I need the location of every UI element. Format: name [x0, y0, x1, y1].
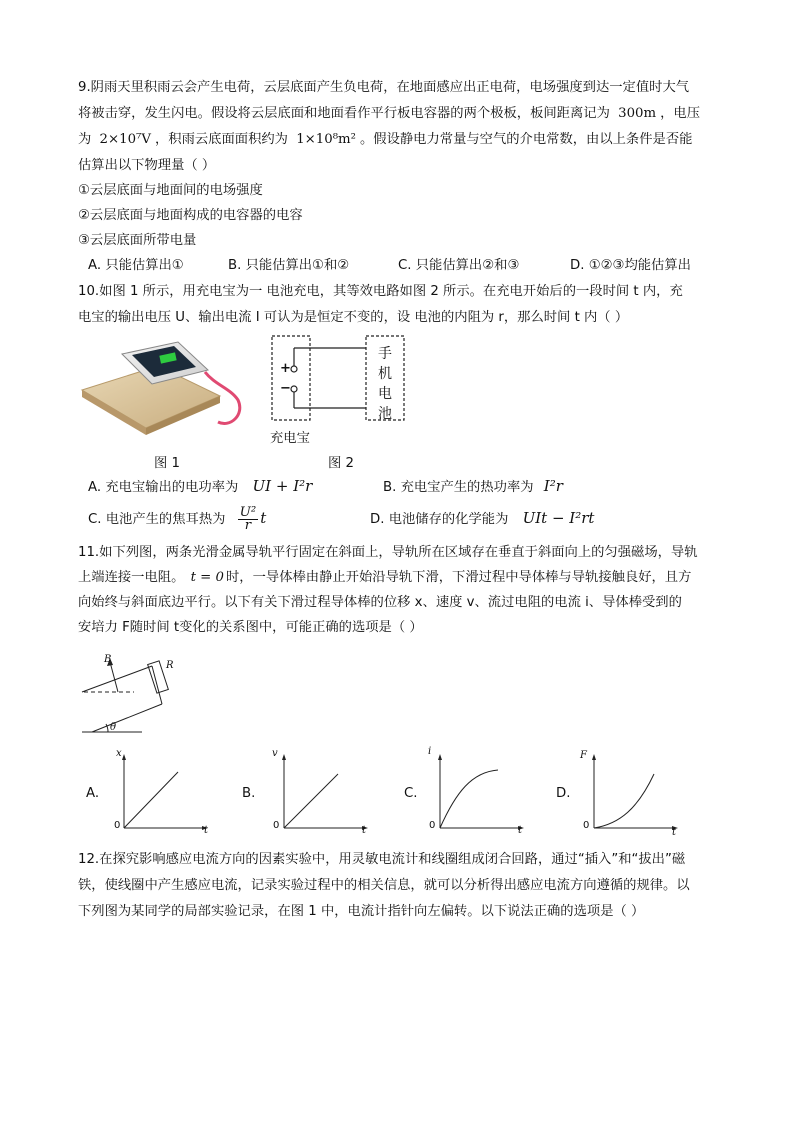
graph-b-y-label: v: [272, 748, 278, 759]
q9-distance: 300m: [618, 106, 657, 121]
q10-option-d[interactable]: [370, 508, 594, 530]
q9-voltage: 2×10⁷V: [99, 132, 151, 147]
plus-terminal: +: [280, 361, 291, 376]
graph-b-t-label: t: [362, 825, 367, 836]
graph-b-origin: 0: [273, 820, 280, 831]
q11-line-3: 向始终与斜面底边平行。以下有关下滑过程导体棒的位移 x、速度 v、流过电阻的电流 i、导体棒受到的: [78, 595, 682, 610]
q11-line-4: 安培力 F随时间 t变化的关系图中，可能正确的选项是（ ）: [78, 620, 423, 635]
graph-a-t-label: t: [204, 825, 209, 836]
q9-line-3a: 为: [78, 132, 92, 147]
q12-line-2: 铁，使线圈中产生感应电流，记录实验过程中的相关信息，就可以分析得出感应电流方向遵循的规律。以: [78, 878, 690, 893]
q9-line-3b: ，积雨云底面面积约为: [155, 132, 288, 147]
q12-line-1: 12.在探究影响感应电流方向的因素实验中，用灵敏电流计和线圈组成闭合回路，通过“插入”和“拔出”磁: [78, 852, 686, 867]
q10-option-a[interactable]: [88, 476, 312, 498]
q10-option-c-denominator: r: [244, 517, 252, 533]
graph-a-label[interactable]: A.: [86, 786, 100, 801]
q9-item-3: ③云层底面所带电量: [78, 233, 197, 248]
graph-c-t-label: t: [518, 825, 523, 836]
graph-c-y-label: i: [428, 746, 432, 757]
q9-area: 1×10⁸m²: [296, 132, 356, 147]
graph-c-label[interactable]: C.: [404, 786, 418, 801]
q10-option-c-numerator: U²: [239, 504, 257, 520]
q9-line-4: 估算出以下物理量（ ）: [78, 158, 216, 173]
q11-t-zero: t = 0: [190, 570, 225, 585]
graph-d-t-label: t: [672, 827, 677, 838]
q10-option-b-formula: I²r: [543, 477, 563, 495]
graph-c-i-vs-t: [426, 752, 526, 832]
q11-line-1: 11.如下列图，两条光滑金属导轨平行固定在斜面上，导轨所在区域存在垂直于斜面向上的匀强磁场，导轨: [78, 545, 698, 560]
angle-theta-label: θ: [110, 722, 117, 733]
fig2-caption: 图 2: [328, 456, 354, 471]
q9-option-a[interactable]: A. 只能估算出①: [88, 258, 184, 273]
graph-b-label[interactable]: B.: [242, 786, 256, 801]
q10-option-a-formula: UI + I²r: [252, 477, 313, 495]
powerbank-phone-photo: [80, 340, 250, 440]
phone-battery-label: 手机电池: [378, 346, 392, 422]
minus-terminal: −: [280, 381, 291, 396]
graph-c-origin: 0: [429, 820, 436, 831]
q9-line-1: 9.阴雨天里积雨云会产生电荷，云层底面产生负电荷，在地面感应出正电荷，电场强度到达一定值时大气: [78, 80, 690, 95]
q10-option-c-t: t: [260, 509, 267, 527]
q9-line-2a: 将被击穿，发生闪电。假设将云层底面和地面看作平行板电容器的两个极板，板间距离记为: [78, 106, 610, 121]
q10-option-d-formula: UIt − I²rt: [522, 509, 595, 527]
q11-line-2: [78, 568, 691, 588]
magnetic-field-label: B: [104, 654, 112, 665]
q11-line-2a: 上端连接一电阻。: [78, 570, 185, 585]
q10-option-b-text: B. 充电宝产生的热功率为: [383, 480, 534, 495]
resistor-label: R: [166, 660, 174, 671]
q9-line-3c: 。假设静电力常量与空气的介电常数，由以上条件是否能: [360, 132, 693, 147]
powerbank-label: 充电宝: [270, 431, 310, 446]
q9-option-c[interactable]: C. 只能估算出②和③: [398, 258, 520, 273]
q10-option-c[interactable]: [88, 506, 266, 532]
q10-option-a-text: A. 充电宝输出的电功率为: [88, 480, 239, 495]
q9-item-1: ①云层底面与地面间的电场强度: [78, 183, 263, 198]
q10-option-b[interactable]: [383, 476, 563, 498]
graph-a-origin: 0: [114, 820, 121, 831]
q9-line-2b: ，电压: [660, 106, 700, 121]
graph-d-y-label: F: [580, 750, 587, 761]
q10-option-c-fraction: [238, 504, 259, 533]
graph-a-y-label: x: [116, 748, 122, 759]
q10-line-1: 10.如图 1 所示，用充电宝为一 电池充电，其等效电路如图 2 所示。在充电开始后的一段时间 t 内，充: [78, 284, 683, 299]
q11-line-2b: 时，一导体棒由静止开始沿导轨下滑，下滑过程中导体棒与导轨接触良好，且方: [226, 570, 692, 585]
graph-d-f-vs-t: [580, 752, 680, 832]
q12-line-3: 下列图为某同学的局部实验记录，在图 1 中，电流计指针向左偏转。以下说法正确的选项是（ ）: [78, 904, 645, 919]
q9-line-2: [78, 104, 700, 124]
q9-item-2: ②云层底面与地面构成的电容器的电容: [78, 208, 303, 223]
q9-option-b[interactable]: B. 只能估算出①和②: [228, 258, 350, 273]
graph-b-v-vs-t: [270, 752, 370, 832]
q9-option-d[interactable]: D. ①②③均能估算出: [570, 258, 691, 273]
q10-line-2: 电宝的输出电压 U、输出电流 I 可认为是恒定不变的，设 电池的内阻为 r，那么时间 t 内（ ）: [78, 310, 629, 325]
graph-a-x-vs-t: [110, 752, 210, 832]
graph-d-label[interactable]: D.: [556, 786, 571, 801]
graph-d-origin: 0: [583, 820, 590, 831]
fig1-caption: 图 1: [154, 456, 180, 471]
q9-line-3: [78, 130, 692, 150]
q10-option-c-text: C. 电池产生的焦耳热为: [88, 512, 226, 527]
q10-option-d-text: D. 电池储存的化学能为: [370, 512, 509, 527]
